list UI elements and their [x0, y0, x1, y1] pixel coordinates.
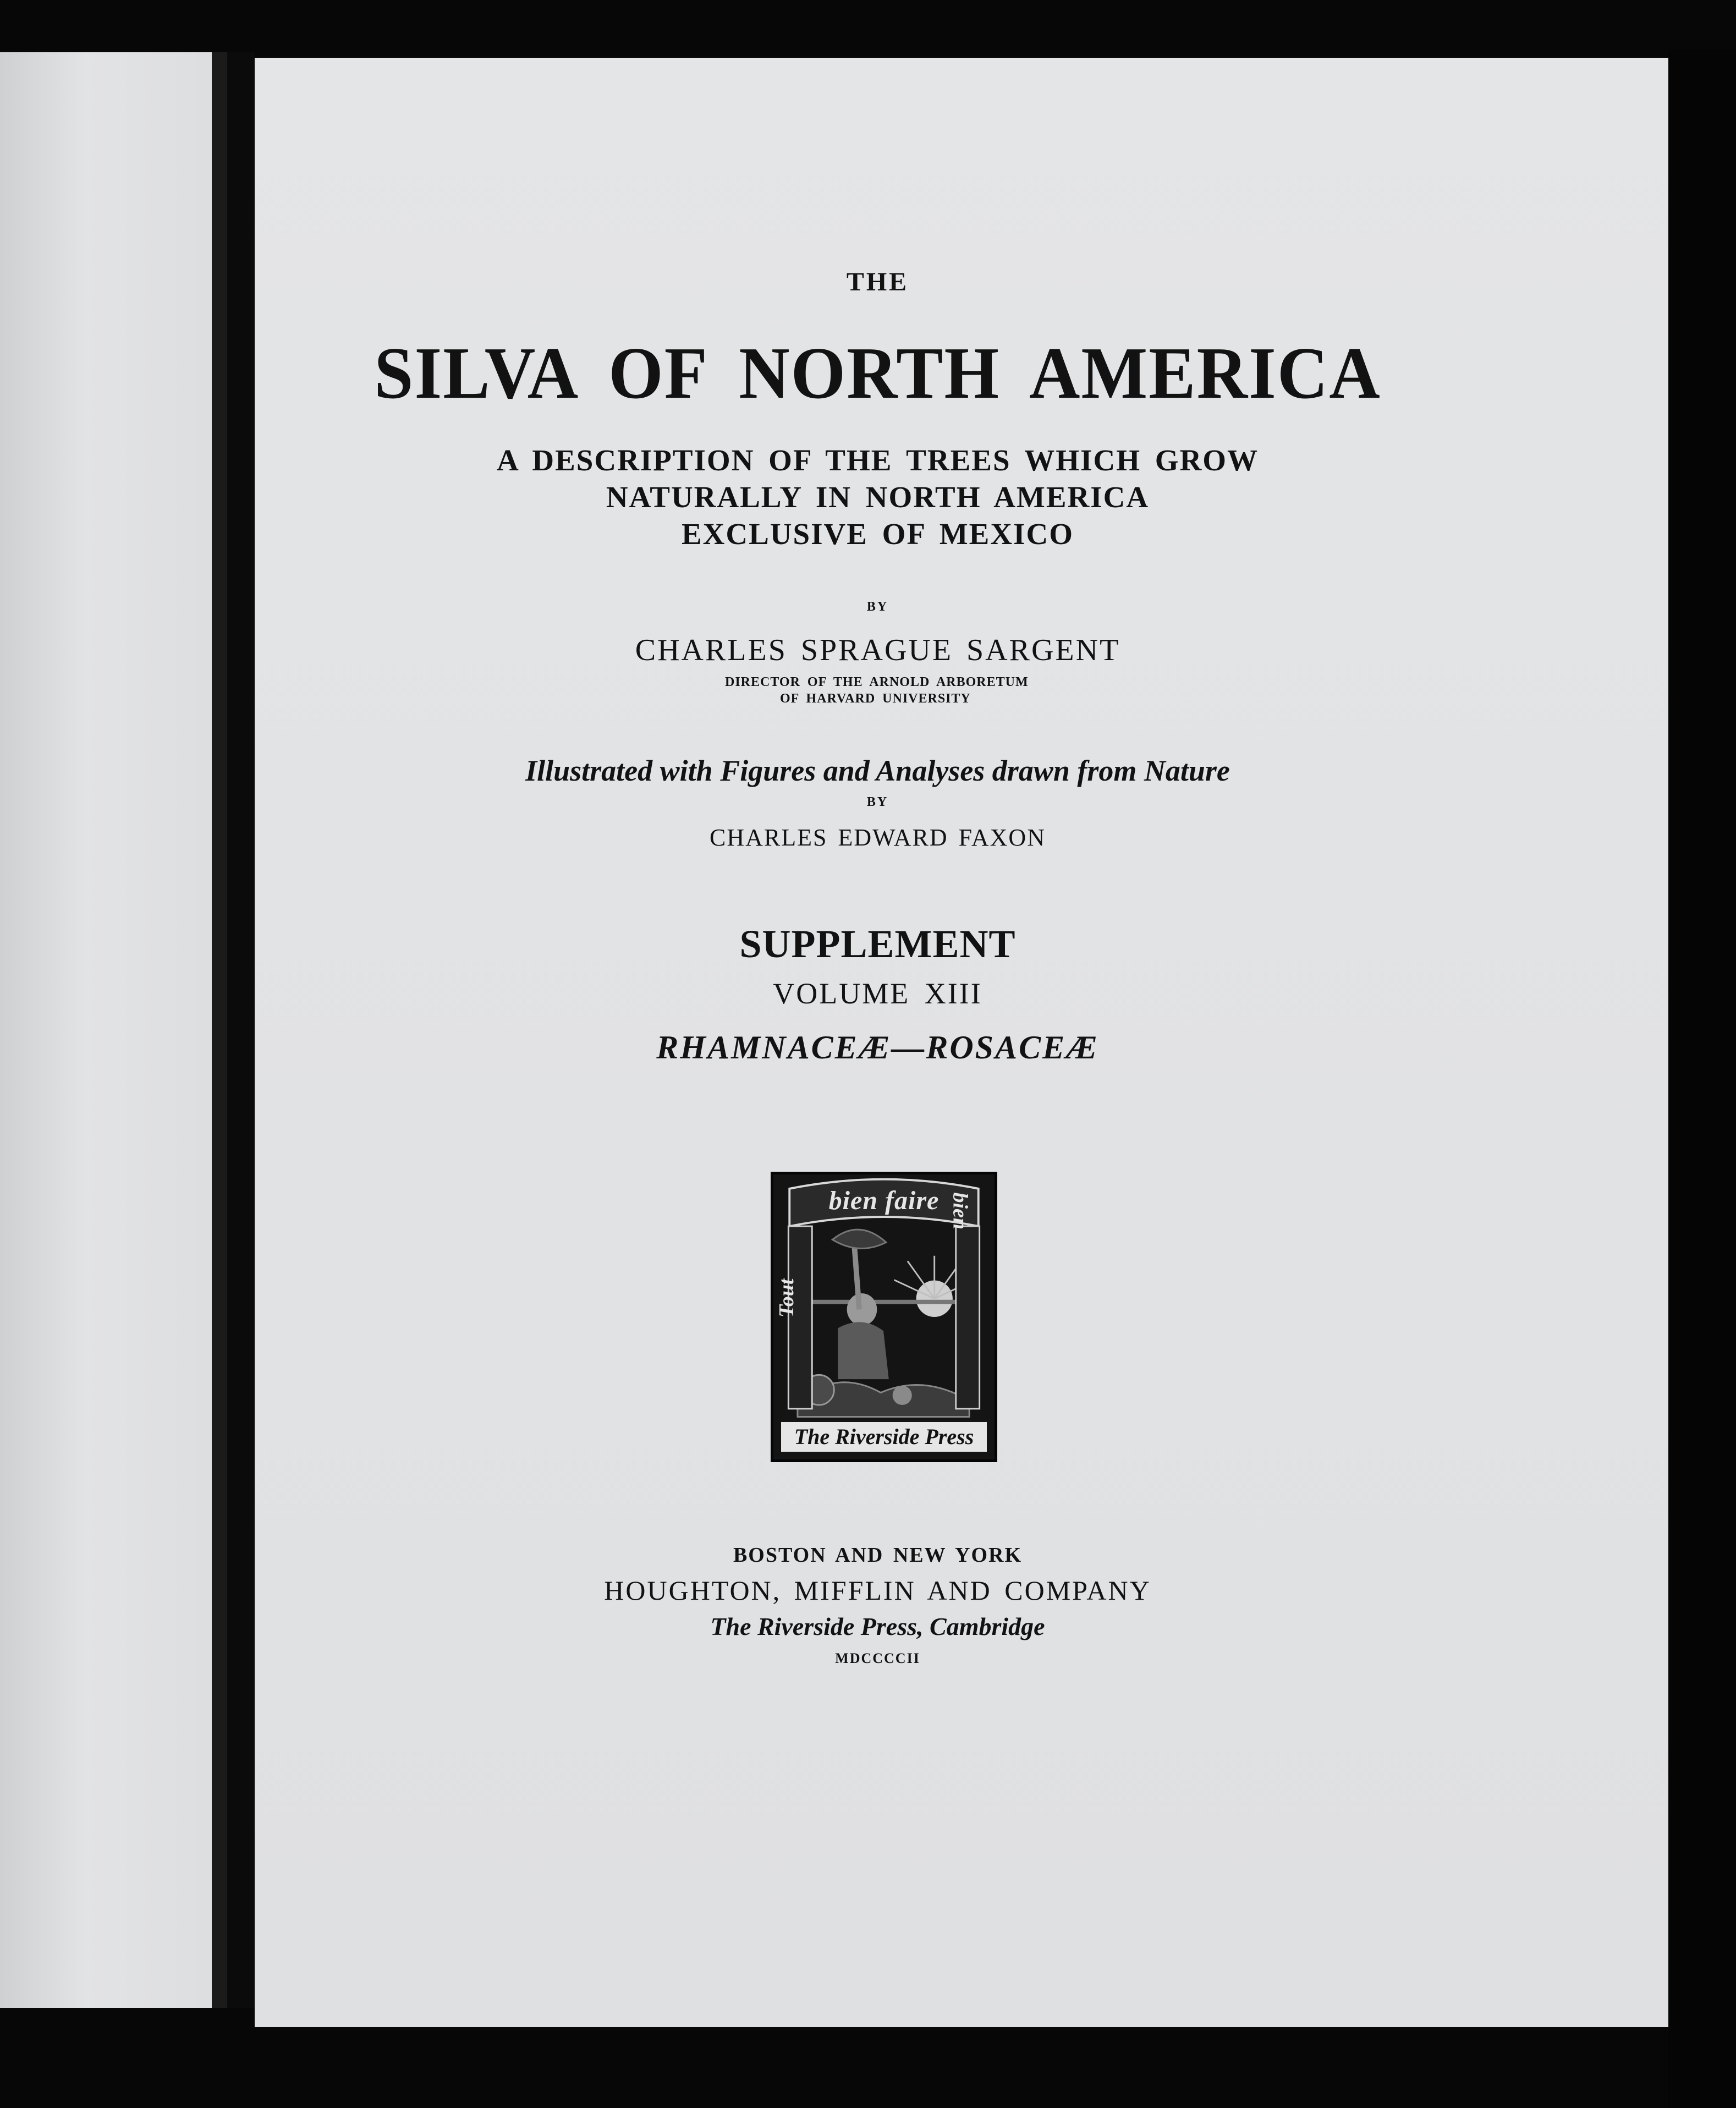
publication-year: MDCCCCII: [835, 1650, 920, 1666]
author-affiliation-line-1: DIRECTOR OF THE ARNOLD ARBORETUM: [725, 675, 1029, 689]
press-imprint: The Riverside Press, Cambridge: [710, 1612, 1045, 1640]
author-affiliation-line-2: OF HARVARD UNIVERSITY: [780, 691, 971, 706]
subtitle-line-3: EXCLUSIVE OF MEXICO: [682, 517, 1074, 551]
illustration-note: Illustrated with Figures and Analyses drawn from Nature: [525, 754, 1230, 787]
subtitle-line-2: NATURALLY IN NORTH AMERICA: [606, 480, 1150, 514]
book-title: SILVA OF NORTH AMERICA: [374, 332, 1381, 414]
publisher-name: HOUGHTON, MIFFLIN AND COMPANY: [604, 1575, 1151, 1606]
riverside-press-device: [771, 1172, 997, 1462]
title-article: THE: [846, 267, 909, 297]
volume-number: VOLUME XIII: [773, 977, 982, 1010]
publication-cities: BOSTON AND NEW YORK: [733, 1544, 1023, 1567]
author-name: CHARLES SPRAGUE SARGENT: [635, 633, 1120, 667]
by-label: BY: [866, 600, 889, 614]
subtitle-line-1: A DESCRIPTION OF THE TREES WHICH GROW: [496, 443, 1259, 477]
supplement-heading: SUPPLEMENT: [739, 922, 1016, 966]
device-motto-right: bien: [949, 1192, 972, 1229]
previous-page-edge: [0, 52, 212, 2008]
book-gutter: [227, 52, 255, 2008]
page-border: [212, 52, 227, 2008]
device-caption: The Riverside Press: [781, 1422, 987, 1452]
plant-families: RHAMNACEÆ—ROSACEÆ: [656, 1029, 1099, 1066]
device-motto-left: Tout: [775, 1278, 798, 1318]
by-label-2: BY: [866, 795, 889, 809]
device-motto-top: bien faire: [828, 1186, 940, 1215]
illustrator-name: CHARLES EDWARD FAXON: [710, 824, 1046, 851]
scan-border: [1668, 50, 1736, 2108]
title-page: [255, 58, 1668, 2027]
